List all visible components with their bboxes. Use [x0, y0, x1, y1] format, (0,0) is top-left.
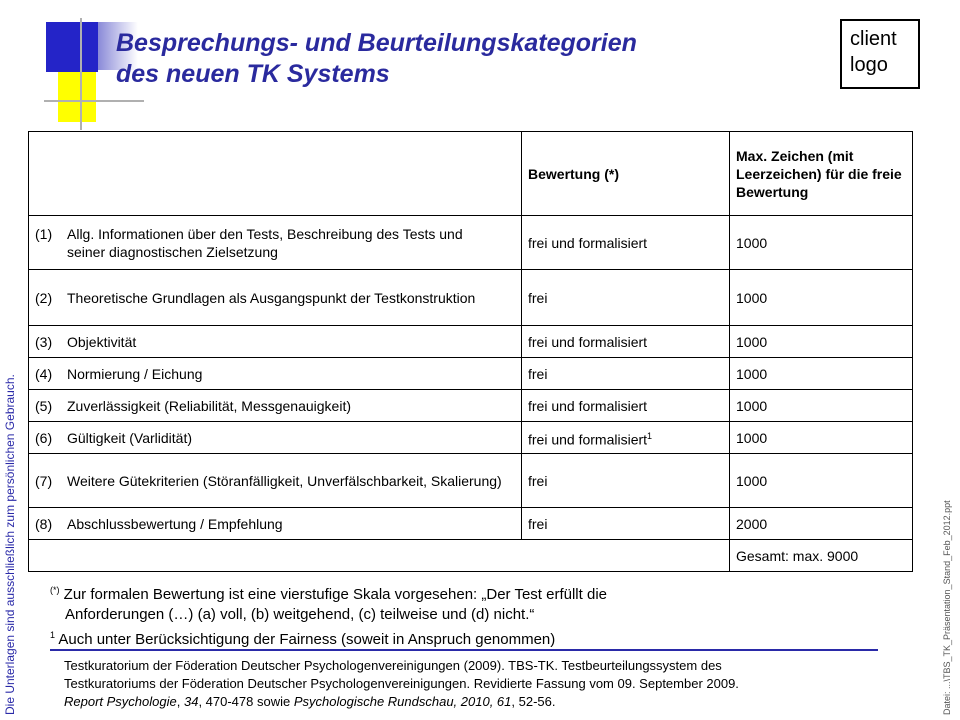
row-number: (1) — [35, 225, 53, 242]
row-bewertung: frei und formalisiert — [528, 431, 648, 448]
categories-table — [28, 131, 913, 572]
row-label: Allg. Informationen über den Tests, Beschreibung des Tests und seiner diagnostischen Zielsetzung — [67, 225, 463, 260]
header-cell-empty — [29, 132, 522, 216]
row-number: (7) — [35, 472, 53, 489]
footnote-2 — [50, 625, 870, 650]
table-total-row — [29, 540, 913, 572]
client-logo — [840, 19, 920, 89]
footnote-2-text: Auch unter Berücksichtigung der Fairness (soweit in Anspruch genommen) — [58, 631, 556, 648]
row-bewertung: frei und formalisiert — [522, 326, 730, 358]
total-value: Gesamt: max. 9000 — [730, 540, 913, 572]
header-max-zeichen: Max. Zeichen (mit Leerzeichen) für die freie Bewertung — [730, 132, 913, 216]
total-empty-cell — [29, 540, 730, 572]
row-max: 1000 — [730, 216, 913, 270]
row-number: (4) — [35, 365, 53, 382]
footnote-1-cont: Anforderungen (…) (a) voll, (b) weitgehend, (c) teilweise und (d) nicht.“ — [65, 606, 535, 623]
deco-vertical-line — [80, 18, 82, 130]
table-row — [29, 270, 913, 326]
title-line-2: des neuen TK Systems — [116, 60, 390, 88]
row-bewertung: frei — [522, 270, 730, 326]
reference-line-3: Report Psychologie, 34, 470-478 sowie Psychologische Rundschau, 2010, 61, 52-56. — [64, 694, 556, 709]
row-label: Gültigkeit (Varlidität) — [67, 429, 193, 446]
logo-line-1: client — [850, 28, 897, 50]
row-label: Abschlussbewertung / Empfehlung — [67, 515, 283, 532]
reference — [64, 657, 894, 711]
reference-line-2: Testkuratoriums der Föderation Deutscher Psychologenvereinigungen. Revidierte Fassung vom 09. September 2009. — [64, 676, 739, 691]
side-note-right: Datei: ...\TBS_TK_Präsentation_Stand_Feb_2012.ppt — [942, 500, 952, 715]
table-row — [29, 422, 913, 454]
reference-line-1: Testkuratorium der Föderation Deutscher Psychologenvereinigungen (2009). TBS-TK. Testbeurteilungssystem des — [64, 658, 722, 673]
pages-1: , 470-478 sowie — [198, 694, 294, 709]
row-max: 2000 — [730, 508, 913, 540]
row-label: Theoretische Grundlagen als Ausgangspunkt der Testkonstruktion — [67, 289, 476, 306]
table-row — [29, 216, 913, 270]
footnotes — [50, 580, 870, 650]
journal-1: Report Psychologie — [64, 694, 177, 709]
title-line-1: Besprechungs- und Beurteilungskategorien — [116, 29, 637, 57]
row-number: (5) — [35, 397, 53, 414]
deco-yellow-square — [58, 72, 96, 122]
row-max: 1000 — [730, 358, 913, 390]
table-header-row — [29, 132, 913, 216]
row-max: 1000 — [730, 326, 913, 358]
footnote-1 — [50, 580, 870, 605]
logo-line-2: logo — [850, 54, 888, 76]
row-max: 1000 — [730, 390, 913, 422]
row-number: (3) — [35, 333, 53, 350]
row-max: 1000 — [730, 270, 913, 326]
row-bewertung: frei — [522, 508, 730, 540]
deco-horizontal-line — [44, 100, 144, 102]
row-max: 1000 — [730, 454, 913, 508]
row-max: 1000 — [730, 422, 913, 454]
table-row — [29, 508, 913, 540]
row-label: Objektivität — [67, 333, 137, 350]
footnote-1-text: Zur formalen Bewertung ist eine vierstufige Skala vorgesehen: „Der Test erfüllt die — [63, 586, 607, 603]
row-label: Normierung / Eichung — [67, 365, 203, 382]
divider — [50, 649, 878, 651]
row-label: Weitere Gütekriterien (Störanfälligkeit, Unverfälschbarkeit, Skalierung) — [67, 472, 502, 489]
footnote-2-mark: 1 — [50, 630, 56, 640]
header-bewertung: Bewertung (*) — [522, 132, 730, 216]
footnote-1-mark: (*) — [50, 585, 60, 595]
side-note-left: Die Unterlagen sind ausschließlich zum persönlichen Gebrauch. — [3, 374, 17, 715]
journal-2: Psychologische Rundschau, 2010, 61 — [293, 694, 512, 709]
row-number: (2) — [35, 289, 53, 306]
row-number: (6) — [35, 429, 53, 446]
row-bewertung: frei — [522, 358, 730, 390]
row-bewertung: frei und formalisiert — [522, 216, 730, 270]
page-title — [116, 28, 816, 90]
table-row — [29, 326, 913, 358]
volume-1: 34 — [183, 694, 199, 709]
row-label: Zuverlässigkeit (Reliabilität, Messgenauigkeit) — [67, 397, 352, 414]
table-row — [29, 358, 913, 390]
row-bewertung: frei — [522, 454, 730, 508]
footnote-marker: 1 — [647, 430, 653, 441]
table-row — [29, 390, 913, 422]
row-bewertung: frei und formalisiert — [522, 390, 730, 422]
row-number: (8) — [35, 515, 53, 532]
table-row — [29, 454, 913, 508]
deco-blue-square — [46, 22, 98, 72]
pages-2: , 52-56. — [511, 694, 556, 709]
